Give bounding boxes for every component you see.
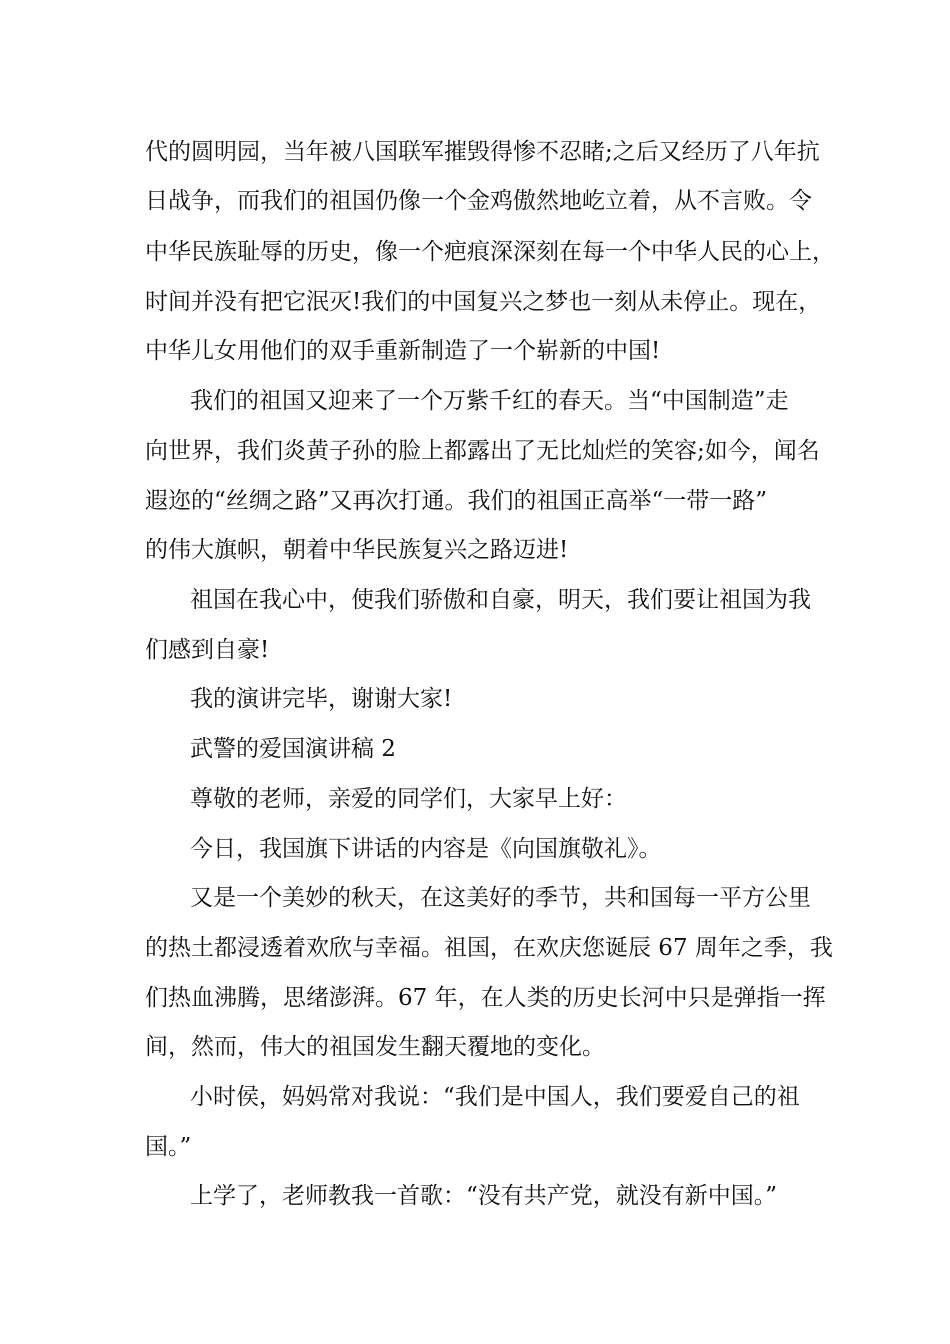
- text-line-19: 间，然而，伟大的祖国发生翻天覆地的变化。: [145, 1034, 605, 1060]
- text-line-14: 尊敬的老师，亲爱的同学们，大家早上好：: [190, 786, 627, 812]
- text-line-6: 我们的祖国又迎来了一个万紫千红的春天。当“中国制造”走: [190, 388, 789, 414]
- text-line-15: 今日，我国旗下讲话的内容是《向国旗敬礼》。: [190, 836, 662, 862]
- text-line-17: 的热土都浸透着欢欣与幸福。祖国，在欢庆您诞辰 67 周年之季，我: [145, 935, 833, 961]
- text-line-9: 的伟大旗帜，朝着中华民族复兴之路迈进!: [145, 537, 569, 563]
- section-heading: 武警的爱国演讲稿 2: [190, 736, 396, 762]
- text-line-7: 向世界，我们炎黄子孙的脸上都露出了无比灿烂的笑容;如今，闻名: [145, 438, 820, 464]
- text-line-4: 时间并没有把它泯灭!我们的中国复兴之梦也一刻从未停止。现在，: [145, 289, 822, 315]
- text-line-16: 又是一个美妙的秋天，在这美好的季节，共和国每一平方公里: [190, 885, 811, 911]
- text-line-10: 祖国在我心中，使我们骄傲和自豪，明天，我们要让祖国为我: [190, 587, 811, 613]
- text-line-3: 中华民族耻辱的历史，像一个疤痕深深刻在每一个中华人民的心上，: [145, 239, 835, 265]
- text-line-18: 们热血沸腾，思绪澎湃。67 年，在人类的历史长河中只是弹指一挥: [145, 985, 826, 1011]
- text-line-1: 代的圆明园，当年被八国联军摧毁得惨不忍睹;之后又经历了八年抗: [145, 139, 820, 165]
- text-line-22: 上学了，老师教我一首歌：“没有共产党，就没有新中国。”: [190, 1183, 778, 1209]
- text-line-21: 国。”: [145, 1134, 192, 1160]
- text-line-8: 遐迩的“丝绸之路”又再次打通。我们的祖国正高举“一带一路”: [145, 488, 768, 514]
- text-line-12: 我的演讲完毕，谢谢大家!: [190, 686, 453, 712]
- text-line-20: 小时侯，妈妈常对我说：“我们是中国人，我们要爱自己的祖: [190, 1084, 800, 1110]
- text-line-2: 日战争，而我们的祖国仍像一个金鸡傲然地屹立着，从不言败。令: [145, 188, 812, 214]
- text-line-5: 中华儿女用他们的双手重新制造了一个崭新的中国!: [145, 338, 661, 364]
- text-line-11: 们感到自豪!: [145, 637, 270, 663]
